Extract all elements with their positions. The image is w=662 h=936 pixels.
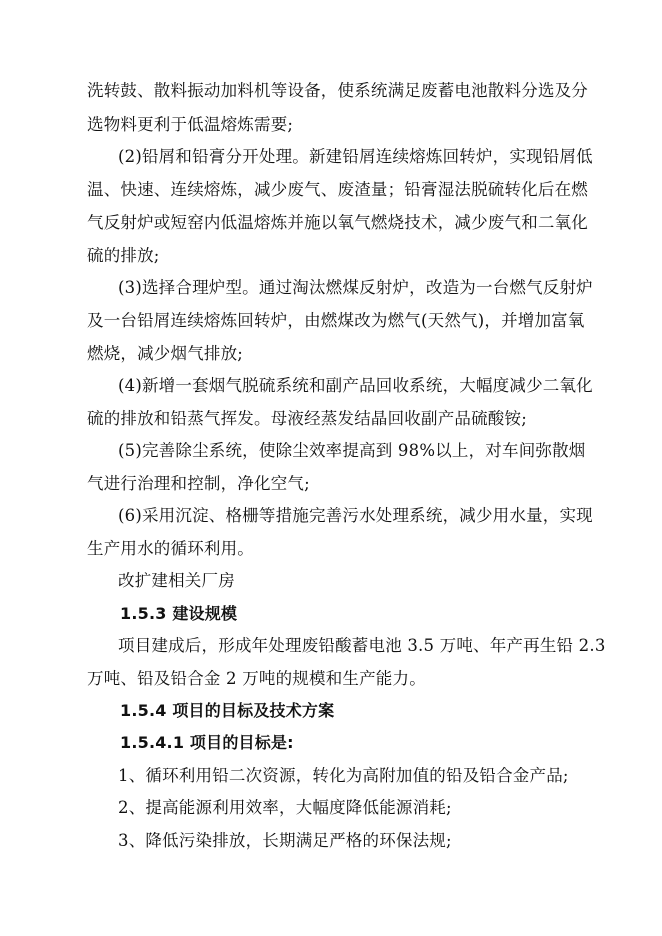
text-line: (6)采用沉淀、格栅等措施完善污水处理系统，减少用水量，实现: [118, 506, 593, 525]
text-line: 硫的排放和铅蒸气挥发。母液经蒸发结晶回收副产品硫酸铵;: [87, 409, 527, 428]
text-line: 温、快速、连续熔炼，减少废气、废渣量；铅膏湿法脱硫转化后在燃: [87, 180, 588, 199]
list-item: 3、降低污染排放，长期满足严格的环保法规;: [118, 831, 452, 850]
text-line: (2)铅屑和铅膏分开处理。新建铅屑连续熔炼回转炉，实现铅屑低: [118, 147, 593, 166]
text-line: (4)新增一套烟气脱硫系统和副产品回收系统，大幅度减少二氧化: [118, 376, 593, 395]
list-item: 1、循环利用铅二次资源，转化为高附加值的铅及铅合金产品;: [118, 766, 569, 785]
text-line: (3)选择合理炉型。通过淘汰燃煤反射炉，改造为一台燃气反射炉: [118, 278, 593, 297]
text-line: 硫的排放;: [87, 246, 160, 265]
text-line: 项目建成后，形成年处理废铅酸蓄电池 3.5 万吨、年产再生铅 2.3: [118, 636, 606, 655]
section-heading: 1.5.3 建设规模: [120, 604, 238, 623]
text-line: 气进行治理和控制，净化空气;: [87, 474, 310, 493]
text-line: 万吨、铅及铅合金 2 万吨的规模和生产能力。: [87, 669, 426, 688]
subsection-heading: 1.5.4.1 项目的目标是:: [120, 733, 294, 752]
text-line: 生产用水的循环利用。: [87, 539, 254, 558]
text-line: 气反射炉或短窑内低温熔炼并施以氧气燃烧技术，减少废气和二氧化: [87, 213, 588, 232]
text-line: 燃烧，减少烟气排放;: [87, 344, 244, 363]
text-line: 改扩建相关厂房: [118, 571, 235, 590]
section-heading: 1.5.4 项目的目标及技术方案: [120, 701, 335, 720]
text-line: 及一台铅屑连续熔炼回转炉，由燃煤改为燃气(天然气)，并增加富氧: [87, 311, 585, 330]
list-item: 2、提高能源利用效率，大幅度降低能源消耗;: [118, 798, 452, 817]
text-line: (5)完善除尘系统，使除尘效率提高到 98%以上，对车间弥散烟: [118, 441, 586, 460]
text-line: 选物料更利于低温熔炼需要;: [87, 115, 294, 134]
text-line: 洗转鼓、散料振动加料机等设备，使系统满足废蓄电池散料分选及分: [87, 81, 588, 100]
